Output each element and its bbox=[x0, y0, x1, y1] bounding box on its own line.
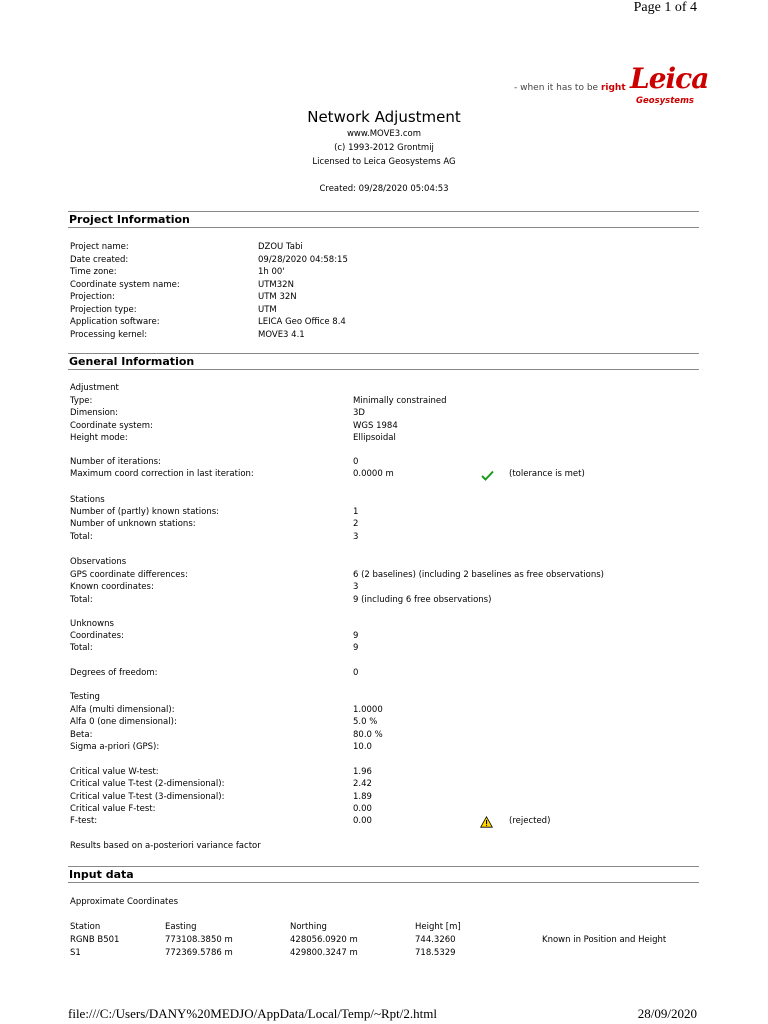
table-cell-easting: 773108.3850 m bbox=[165, 935, 233, 945]
general-info-label: Beta: bbox=[70, 729, 93, 740]
general-info-label: Total: bbox=[70, 594, 93, 605]
general-info-value: 10.0 bbox=[353, 741, 372, 752]
subsection-title: Unknowns bbox=[70, 619, 114, 629]
license-text: Licensed to Leica Geosystems AG bbox=[312, 157, 456, 167]
project-info-value: MOVE3 4.1 bbox=[258, 329, 305, 340]
general-info-value: 1.0000 bbox=[353, 705, 383, 715]
copyright-text: (c) 1993-2012 Grontmij bbox=[334, 143, 434, 153]
subsection-title: Stations bbox=[70, 495, 105, 505]
general-info-value: 0 bbox=[353, 668, 359, 678]
subsection-title: Adjustment bbox=[70, 383, 119, 393]
general-info-value: 80.0 % bbox=[353, 729, 383, 740]
status-note: (rejected) bbox=[509, 816, 551, 827]
general-info-value: 3 bbox=[353, 582, 359, 593]
general-info-label: Critical value T-test (3-dimensional): bbox=[70, 791, 225, 802]
general-info-label: Total: bbox=[70, 643, 93, 654]
general-info-value: 2.42 bbox=[353, 779, 372, 790]
general-info-value: WGS 1984 bbox=[353, 420, 398, 431]
general-info-label: Number of unknown stations: bbox=[70, 519, 196, 530]
general-info-label: Sigma a-priori (GPS): bbox=[70, 741, 160, 752]
project-info-value: DZOU Tabi bbox=[258, 242, 303, 252]
general-info-label: Degrees of freedom: bbox=[70, 668, 158, 678]
table-cell-northing: 429800.3247 m bbox=[290, 947, 358, 958]
website-text: www.MOVE3.com bbox=[346, 129, 422, 139]
footer-date: 28/09/2020 bbox=[637, 1006, 697, 1021]
check-icon bbox=[481, 470, 494, 481]
subsection-title: Testing bbox=[70, 692, 100, 702]
project-info-label: Projection: bbox=[70, 292, 115, 302]
general-info-value: 1 bbox=[353, 507, 359, 517]
page-title: Network Adjustment bbox=[307, 108, 461, 126]
project-info-value: 1h 00' bbox=[258, 267, 285, 277]
general-info-value: 3D bbox=[353, 408, 365, 419]
subsection-title: Approximate Coordinates bbox=[70, 897, 179, 907]
general-info-value: Ellipsoidal bbox=[353, 432, 396, 443]
tagline-highlight: right bbox=[600, 83, 626, 93]
project-info-value: LEICA Geo Office 8.4 bbox=[258, 317, 346, 327]
general-info-value: 5.0 % bbox=[353, 717, 378, 728]
general-info-label: Total: bbox=[70, 531, 93, 542]
general-info-label: GPS coordinate differences: bbox=[70, 570, 188, 580]
general-info-value: 0.00 bbox=[353, 816, 372, 827]
status-note: (tolerance is met) bbox=[509, 469, 585, 480]
table-cell-station: RGNB B501 bbox=[70, 935, 120, 945]
table-cell-height: 744.3260 bbox=[415, 935, 456, 945]
general-info-label: Alfa 0 (one dimensional): bbox=[70, 717, 177, 728]
general-info-value: 9 bbox=[353, 631, 359, 641]
section-project-information: Project Information bbox=[68, 211, 699, 228]
brand-tagline bbox=[514, 83, 626, 93]
page-number: Page 1 of 4 bbox=[633, 0, 697, 15]
project-info-value: UTM bbox=[258, 304, 277, 315]
general-info-label: F-test: bbox=[70, 816, 98, 827]
warning-icon bbox=[480, 816, 493, 828]
table-header-cell: Station bbox=[70, 922, 101, 932]
section-general-information: General Information bbox=[68, 353, 699, 370]
general-info-label: Height mode: bbox=[70, 432, 128, 443]
logo-sub: Geosystems bbox=[636, 96, 694, 106]
project-info-value: UTM 32N bbox=[258, 292, 297, 302]
general-info-label: Maximum coord correction in last iteration: bbox=[70, 469, 254, 480]
project-info-label: Application software: bbox=[70, 317, 160, 327]
general-info-label: Number of (partly) known stations: bbox=[70, 507, 219, 517]
leica-logo bbox=[628, 62, 709, 110]
general-info-value: 1.96 bbox=[353, 767, 372, 777]
project-info-value: UTM32N bbox=[258, 279, 294, 290]
general-info-value: 0.00 bbox=[353, 803, 372, 814]
project-info-value: 09/28/2020 04:58:15 bbox=[258, 254, 348, 265]
general-info-value: Minimally constrained bbox=[353, 396, 447, 406]
project-info-label: Time zone: bbox=[70, 267, 117, 277]
general-info-label: Critical value W-test: bbox=[70, 767, 159, 777]
table-cell-station: S1 bbox=[70, 947, 81, 958]
created-text: Created: 09/28/2020 05:04:53 bbox=[319, 184, 449, 194]
table-header-cell: Height [m] bbox=[415, 922, 461, 932]
footer-file-path: file:///C:/Users/DANY%20MEDJO/AppData/Local/Temp/~Rpt/2.html bbox=[68, 1006, 437, 1021]
general-info-label: Critical value T-test (2-dimensional): bbox=[70, 779, 225, 790]
general-info-label: Coordinates: bbox=[70, 631, 124, 641]
logo-word: Leica bbox=[630, 62, 709, 95]
general-info-value: 9 (including 6 free observations) bbox=[353, 594, 492, 605]
table-header-cell: Northing bbox=[290, 922, 327, 932]
general-info-label: Known coordinates: bbox=[70, 582, 154, 593]
general-info-label: Type: bbox=[70, 396, 93, 406]
table-cell-easting: 772369.5786 m bbox=[165, 947, 233, 958]
tagline-prefix: - when it has to be bbox=[514, 83, 601, 93]
general-info-value: 2 bbox=[353, 519, 359, 530]
general-info-label: Alfa (multi dimensional): bbox=[70, 705, 175, 715]
table-cell-northing: 428056.0920 m bbox=[290, 935, 358, 945]
general-info-value: 3 bbox=[353, 531, 359, 542]
subsection-title: Observations bbox=[70, 557, 127, 567]
project-info-label: Projection type: bbox=[70, 304, 137, 315]
table-cell-note: Known in Position and Height bbox=[542, 935, 667, 945]
table-header-cell: Easting bbox=[165, 922, 197, 932]
general-info-label: Number of iterations: bbox=[70, 457, 161, 467]
general-info-label: Critical value F-test: bbox=[70, 803, 156, 814]
general-info-value: 6 (2 baselines) (including 2 baselines as free observations) bbox=[353, 570, 604, 580]
general-info-label: Dimension: bbox=[70, 408, 119, 419]
project-info-label: Date created: bbox=[70, 254, 129, 265]
general-info-value: 9 bbox=[353, 643, 359, 654]
results-note: Results based on a-posteriori variance factor bbox=[70, 841, 261, 851]
section-input-data: Input data bbox=[68, 866, 699, 883]
general-info-value: 0 bbox=[353, 457, 359, 467]
general-info-label: Coordinate system: bbox=[70, 420, 153, 431]
project-info-label: Project name: bbox=[70, 242, 129, 252]
general-info-value: 0.0000 m bbox=[353, 469, 394, 480]
general-info-value: 1.89 bbox=[353, 791, 372, 802]
project-info-label: Coordinate system name: bbox=[70, 279, 180, 290]
table-cell-height: 718.5329 bbox=[415, 947, 456, 958]
project-info-label: Processing kernel: bbox=[70, 329, 148, 340]
